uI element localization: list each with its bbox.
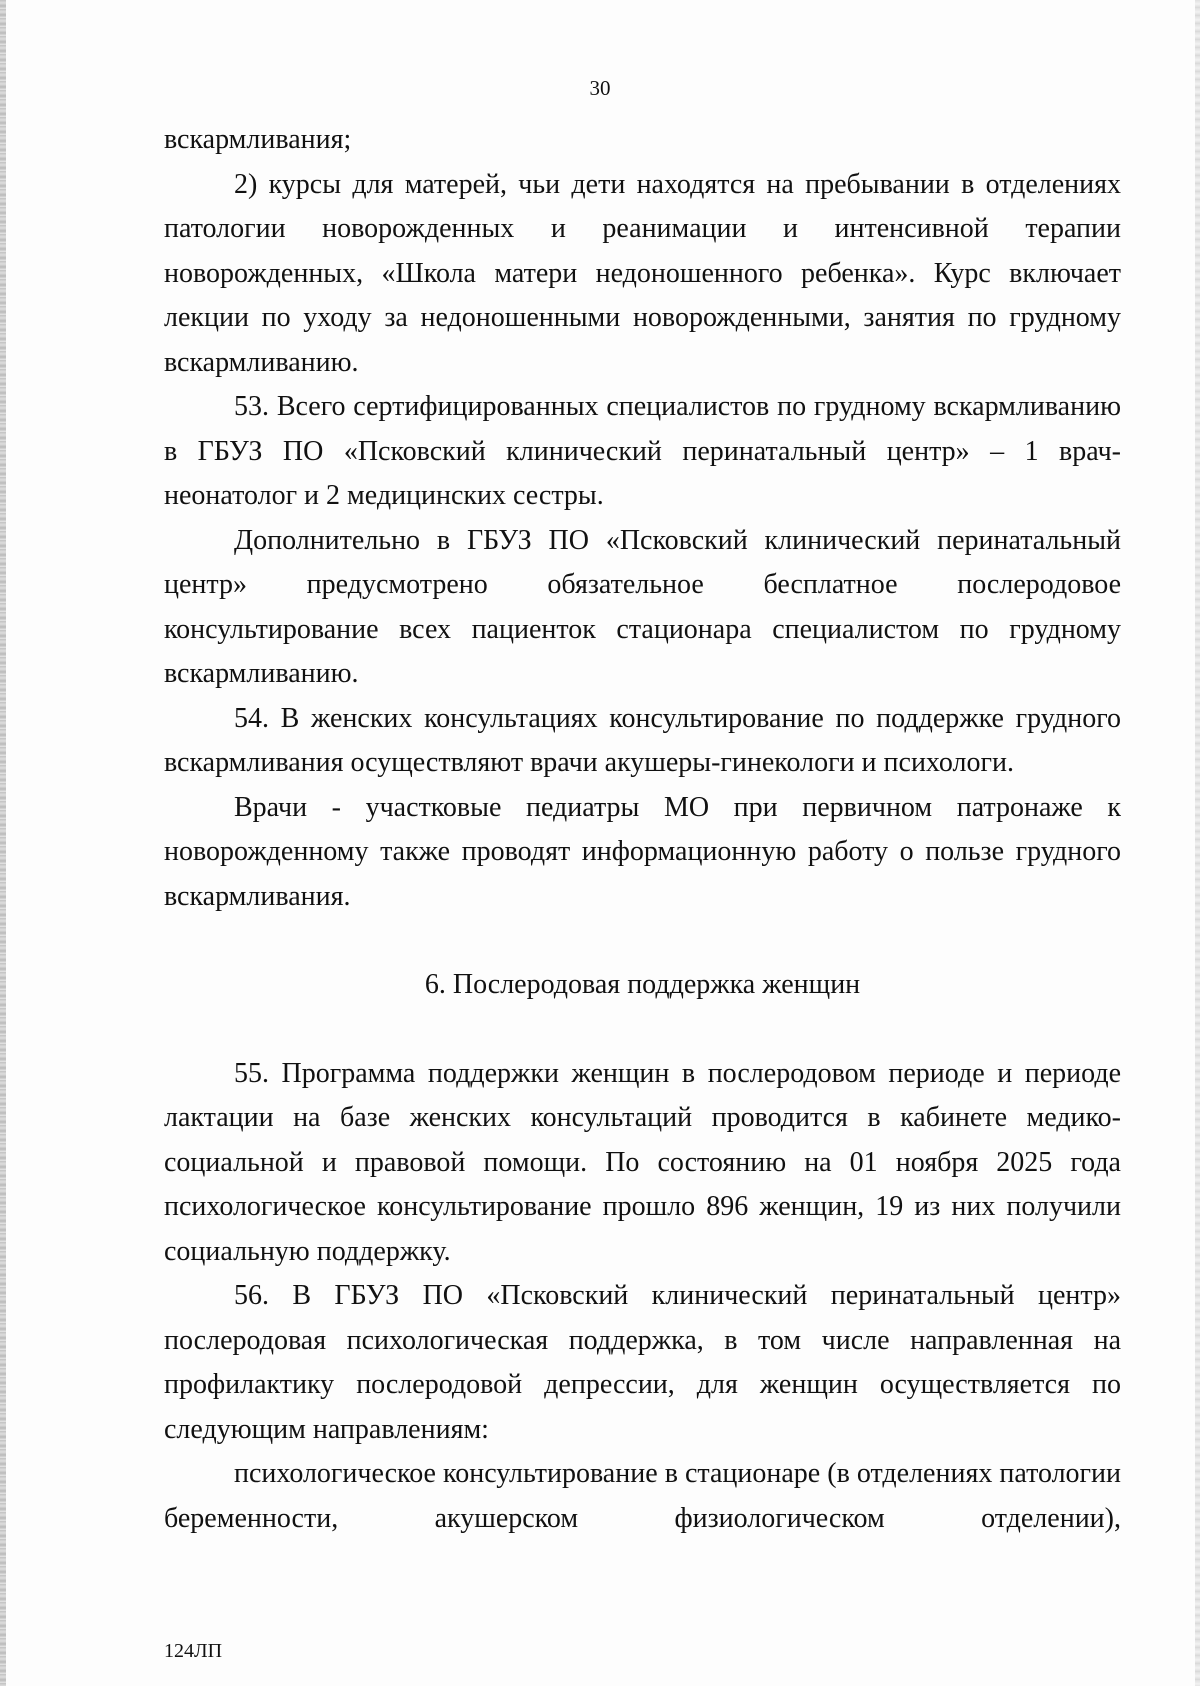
paragraph-54: 54. В женских консультациях консультирование по поддержке грудного вскармливания осуществляют врачи акушеры-гинекологи и психологи. [164,702,1121,778]
paragraph-56: 56. В ГБУЗ ПО «Псковский клинический перинатальный центр» послеродовая психологическая поддержка, в том числе направленная на профилактику послеродовой депрессии, для женщин осуществляется по следующим направлениям: [164,1280,1121,1445]
paragraph-continuation: вскармливания; [164,124,352,155]
paragraph-pediatricians: Врачи - участковые педиатры МО при первичном патронаже к новорожденному также проводят информационную работу о пользе грудного вскармливания. [164,791,1121,912]
page-number: 30 [589,76,611,100]
paragraph-courses: 2) курсы для матерей, чьи дети находятся на пребывании в отделениях патологии новорожденных и реанимации и интенсивной терапии новорожденных, «Школа матери недоношенного ребенка». Курс включает лекции по уходу за недоношенными новорожденными, занятия по грудному вскармливанию. [164,168,1121,378]
paragraph-additional: Дополнительно в ГБУЗ ПО «Псковский клинический перинатальный центр» предусмотрено обязательное бесплатное послеродовое консультирование всех пациенток стационара специалистом по грудному вскармливанию. [164,524,1121,689]
document-body [164,118,1121,1541]
scan-edge-right [1195,0,1200,1686]
paragraph-53: 53. Всего сертифицированных специалистов по грудному вскармливанию в ГБУЗ ПО «Псковский клинический перинатальный центр» – 1 врач-неонатолог и 2 медицинских сестры. [164,391,1121,511]
paragraph-55: 55. Программа поддержки женщин в послеродовом периоде и периоде лактации на базе женских консультаций проводится в кабинете медико-социальной и правовой помощи. По состоянию на 01 ноября 2025 года психологическое консультирование прошло 896 женщин, 19 из них получили социальную поддержку. [164,1057,1121,1267]
paragraph-psych-consulting: психологическое консультирование в стационаре (в отделениях патологии беременности, акушерском физиологическом отделении), [164,1458,1121,1534]
document-code: 124ЛП [164,1640,223,1662]
section-heading: 6. Послеродовая поддержка женщин [424,969,861,1000]
scan-edge-left [0,0,6,1686]
